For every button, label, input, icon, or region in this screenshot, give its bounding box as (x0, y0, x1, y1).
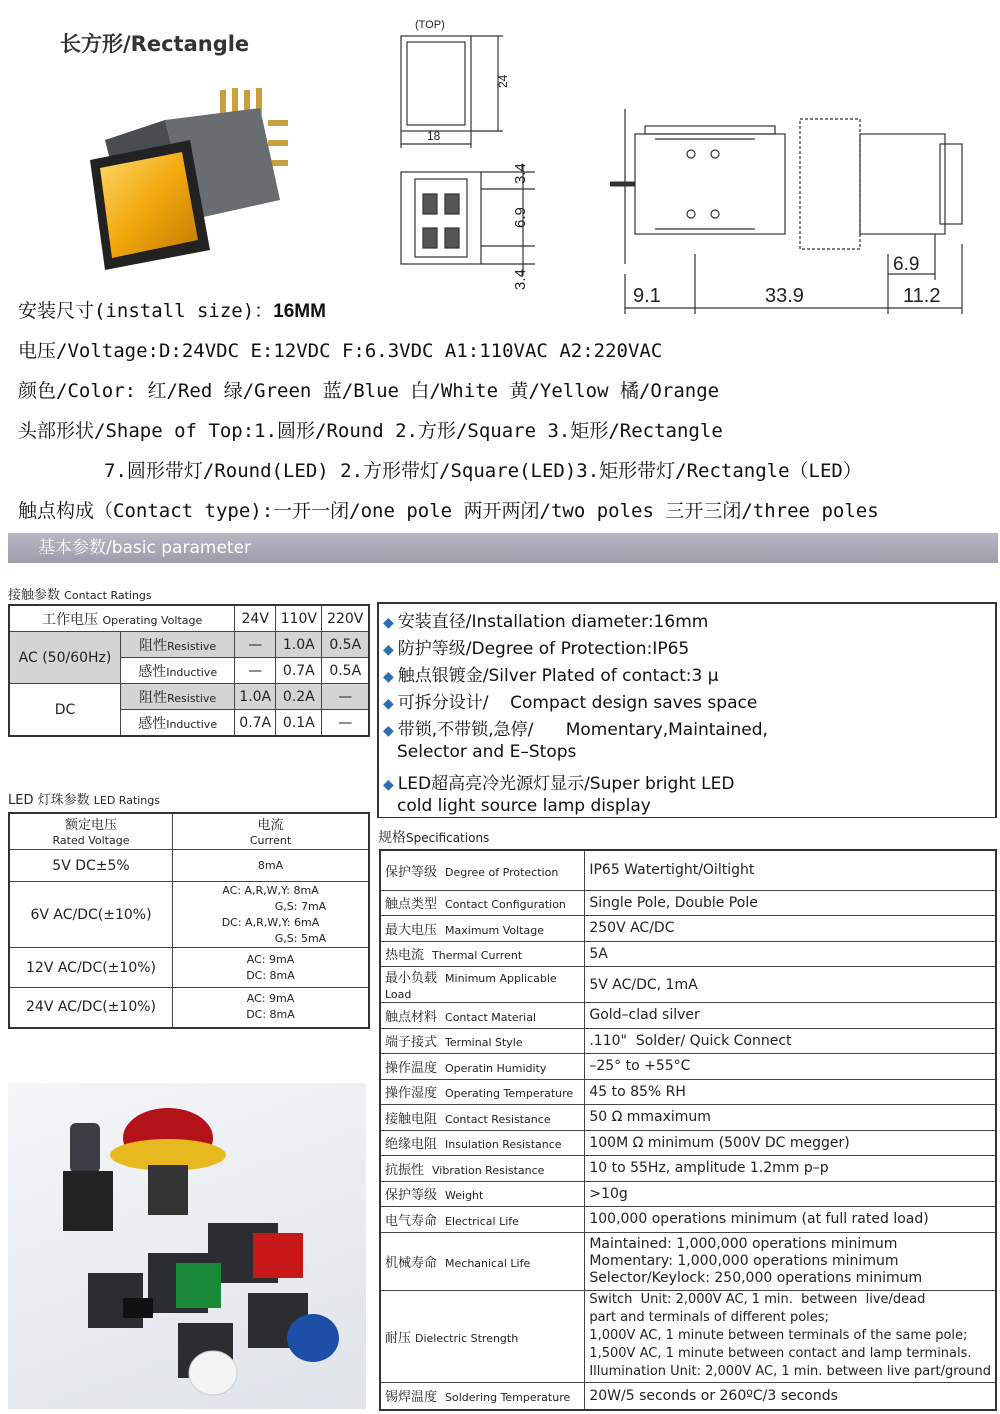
resistive-en: Resistive (167, 691, 217, 705)
table-row (380, 1028, 996, 1054)
table-row (380, 1054, 996, 1080)
table-row (9, 988, 369, 1028)
spec-cn: 操作温度 (385, 1060, 438, 1076)
spec-value: 1,500V AC, 1 minute between contact and lamp terminals. (589, 1346, 972, 1361)
cell: — (322, 710, 369, 737)
cell: DC: 8mA (246, 1008, 295, 1022)
color-line: 颜色/Color: 红/Red 绿/Green 蓝/Blue 白/White 黄/Yellow 橘/Orange (18, 380, 720, 402)
dim-11-2: 11.2 (903, 285, 941, 307)
led-ratings-heading-cn: LED 灯珠参数 (8, 793, 90, 808)
table-row (380, 1290, 996, 1382)
spec-en: Minimum Applicable Load (385, 972, 557, 1001)
cell: 1.0A (276, 632, 322, 658)
cell: AC: A,R,W,Y: 8mA (222, 883, 319, 897)
spec-cn: 抗振性 (385, 1162, 425, 1178)
cell: 8mA (173, 850, 370, 882)
table-row (380, 916, 996, 942)
table-row (380, 1207, 996, 1233)
spec-en: Weight (445, 1189, 484, 1203)
table-row (9, 882, 369, 948)
spec-cn: 耐压 (385, 1330, 412, 1346)
spec-en: Contact Material (445, 1010, 536, 1024)
spec-en: Maximum Voltage (445, 923, 544, 937)
cell: AC: 9mA (246, 952, 295, 966)
spec-value: 250V AC/DC (585, 916, 996, 942)
spec-en: Vibration Resistance (432, 1163, 545, 1177)
led-ratings-heading (8, 789, 160, 808)
spec-cn: 触点材料 (385, 1009, 438, 1025)
spec-en: Terminal Style (445, 1036, 523, 1050)
cell: 0.1A (276, 710, 322, 737)
dim-3-4-top: 3.4 (512, 163, 529, 184)
feature-compact: 可拆分设计/ Compact design saves space (397, 693, 758, 713)
spec-cn: 机械寿命 (385, 1255, 438, 1271)
bullet-icon: ◆ (383, 723, 394, 739)
spec-value: Single Pole, Double Pole (585, 890, 996, 916)
spec-cn: 热电流 (385, 948, 425, 964)
cell: 0.5A (322, 658, 369, 684)
dim-9-1: 9.1 (633, 285, 661, 307)
cell: 0.2A (276, 684, 322, 710)
spec-en: Degree of Protection (445, 865, 559, 879)
cell: — (235, 632, 276, 658)
resistive-cn: 阻性 (139, 637, 168, 654)
spec-en: Dielectric Strength (415, 1331, 519, 1345)
spec-value: Gold–clad silver (585, 1003, 996, 1029)
table-row (380, 1382, 996, 1410)
col-110v: 110V (276, 605, 322, 632)
bullet-icon: ◆ (383, 777, 394, 793)
spec-value: .110" Solder/ Quick Connect (585, 1028, 996, 1054)
table-row (380, 967, 996, 1003)
spec-en: Thermal Current (432, 949, 523, 963)
spec-value: –25° to +55°C (585, 1054, 996, 1080)
spec-cn: 最小负载 (385, 971, 438, 986)
basic-parameter-band (8, 533, 998, 563)
dc-label: DC (9, 684, 121, 737)
spec-value: 10 to 55Hz, amplitude 1.2mm p–p (585, 1156, 996, 1182)
led-ratings-table (8, 812, 370, 1029)
band-label: 基本参数/basic parameter (38, 538, 252, 558)
table-row (380, 1105, 996, 1131)
table-row (9, 605, 369, 632)
spec-value: Maintained: 1,000,000 operations minimum (589, 1235, 898, 1252)
install-size-line (18, 296, 326, 323)
bullet-icon: ◆ (383, 696, 394, 712)
cell: 5V DC±5% (9, 850, 173, 882)
table-row (380, 850, 996, 890)
spec-en: Contact Configuration (445, 898, 566, 912)
feature-diameter: 安装直径/Installation diameter:16mm (397, 612, 709, 632)
cell: DC: A,R,W,Y: 6mA (221, 915, 320, 929)
dimension-drawings (395, 14, 995, 314)
dim-6-9: 6.9 (512, 207, 529, 228)
contact-ratings-heading (8, 584, 152, 603)
spec-value: 100M Ω minimum (500V DC megger) (585, 1130, 996, 1156)
spec-value: 5A (585, 941, 996, 967)
spec-en: Contact Resistance (445, 1112, 551, 1126)
table-row (380, 890, 996, 916)
rated-voltage-en: Rated Voltage (52, 834, 130, 847)
bullet-icon: ◆ (383, 669, 394, 685)
spec-en: Mechanical Life (445, 1256, 531, 1270)
inductive-cn: 感性 (138, 715, 167, 732)
feature-led-cont: cold light source lamp display (397, 796, 651, 816)
spec-value: Momentary: 1,000,000 operations minimum (589, 1252, 899, 1269)
contact-ratings-heading-en: Contact Ratings (64, 589, 152, 602)
cell: DC: 8mA (246, 968, 295, 982)
cell: 0.5A (322, 632, 369, 658)
table-row (380, 1156, 996, 1182)
spec-heading-en: Specifications (406, 831, 490, 845)
feature-plating: 触点银镀金/Silver Plated of contact:3 μ (397, 666, 719, 686)
ac-label: AC (50/60Hz) (9, 632, 121, 684)
spec-value: 45 to 85% RH (585, 1079, 996, 1105)
bullet-icon: ◆ (383, 642, 394, 658)
col-220v: 220V (322, 605, 369, 632)
spec-value: 5V AC/DC, 1mA (585, 967, 996, 1003)
resistive-cn: 阻性 (139, 689, 168, 706)
table-row (380, 1130, 996, 1156)
resistive-en: Resistive (167, 639, 217, 653)
features-box (377, 602, 997, 818)
spec-value: Illumination Unit: 2,000V AC, 1 min. between live part/ground (589, 1364, 991, 1379)
cell: — (235, 658, 276, 684)
cell: AC: 9mA (246, 992, 295, 1006)
dim-18: 18 (427, 129, 441, 143)
spec-cn: 接触电阻 (385, 1111, 438, 1127)
col-24v: 24V (235, 605, 276, 632)
table-row (380, 1232, 996, 1290)
spec-value: 100,000 operations minimum (at full rated load) (585, 1207, 996, 1233)
spec-en: Insulation Resistance (445, 1138, 562, 1152)
led-ratings-heading-en: LED Ratings (93, 794, 160, 807)
contact-ratings-heading-cn: 接触参数 (8, 588, 61, 603)
rectangle-switch-photo (70, 80, 300, 280)
inductive-en: Inductive (166, 717, 218, 731)
table-row (9, 850, 369, 882)
inductive-en: Inductive (166, 665, 218, 679)
voltage-line: 电压/Voltage:D:24VDC E:12VDC F:6.3VDC A1:110VAC A2:220VAC (18, 340, 663, 362)
spec-cn: 保护等级 (385, 864, 438, 880)
cell: 0.7A (276, 658, 322, 684)
spec-cn: 电气寿命 (385, 1213, 438, 1229)
cell: 0.7A (235, 710, 276, 737)
spec-en: Operatin Humidity (445, 1061, 547, 1075)
spec-value: part and terminals of different poles; (589, 1310, 829, 1325)
table-row (9, 813, 369, 850)
spec-cn: 触点类型 (385, 897, 438, 913)
feature-led: LED超高亮冷光源灯显示/Super bright LED (397, 774, 735, 794)
cell: G,S: 7mA (274, 899, 327, 913)
dim-side-6-9: 6.9 (893, 254, 920, 275)
spec-en: Soldering Temperature (445, 1391, 571, 1405)
install-size-value: 16MM (273, 301, 326, 322)
current-cn: 电流 (257, 818, 284, 833)
spec-en: Operating Temperature (445, 1087, 574, 1101)
shape-line-2: 7.圆形带灯/Round(LED) 2.方形带灯/Square(LED)3.矩形带灯/Rectangle（LED） (104, 460, 862, 482)
spec-heading-cn: 规格 (378, 830, 406, 846)
cell: 1.0A (235, 684, 276, 710)
dim-33-9: 33.9 (765, 285, 804, 307)
top-label: (TOP) (415, 19, 445, 31)
table-row (9, 948, 369, 988)
spec-cn: 保护等级 (385, 1188, 438, 1204)
cell: — (322, 684, 369, 710)
bullet-icon: ◆ (383, 615, 394, 631)
spec-cn: 端子接式 (385, 1035, 438, 1051)
spec-value: Switch Unit: 2,000V AC, 1 min. between live/dead (589, 1292, 926, 1307)
spec-cn: 锡焊温度 (385, 1390, 438, 1406)
spec-value: 50 Ω mmaximum (585, 1105, 996, 1131)
table-row (380, 941, 996, 967)
cell: 24V AC/DC(±10%) (9, 988, 173, 1028)
spec-value: 1,000V AC, 1 minute between terminals of the same pole; (589, 1328, 968, 1343)
spec-table (379, 849, 997, 1411)
operating-voltage-en: Operating Voltage (102, 613, 203, 627)
operating-voltage-cn: 工作电压 (42, 611, 99, 628)
dim-3-4-bottom: 3.4 (512, 269, 529, 290)
spec-heading (378, 827, 489, 847)
table-row (380, 1079, 996, 1105)
install-size-label: 安装尺寸(install size)： (18, 300, 274, 322)
spec-cn: 绝缘电阻 (385, 1137, 438, 1153)
inductive-cn: 感性 (138, 663, 167, 680)
cell: G,S: 5mA (274, 931, 327, 945)
spec-value: Selector/Keylock: 250,000 operations minimum (589, 1269, 923, 1286)
spec-cn: 操作湿度 (385, 1086, 438, 1102)
table-row (380, 1181, 996, 1207)
contact-ratings-table (8, 604, 370, 737)
cell: 12V AC/DC(±10%) (9, 948, 173, 988)
spec-en: Electrical Life (445, 1214, 519, 1228)
table-row (9, 632, 369, 658)
spec-cn: 最大电压 (385, 922, 438, 938)
dim-24: 24 (496, 74, 510, 88)
current-en: Current (249, 834, 292, 847)
feature-types: 带锁,不带锁,急停/ Momentary,Maintained, (397, 720, 768, 740)
spec-value: >10g (585, 1181, 996, 1207)
cell: 6V AC/DC(±10%) (9, 882, 173, 948)
product-family-photo (8, 1083, 366, 1409)
table-row (9, 684, 369, 710)
feature-protection: 防护等级/Degree of Protection:IP65 (397, 639, 690, 659)
spec-value: 20W/5 seconds or 260ºC/3 seconds (585, 1382, 996, 1410)
rated-voltage-cn: 额定电压 (64, 818, 117, 833)
spec-value: IP65 Watertight/Oiltight (585, 850, 996, 890)
page-title: 长方形/Rectangle (60, 32, 250, 56)
feature-types-cont: Selector and E–Stops (397, 742, 577, 762)
shape-line-1: 头部形状/Shape of Top:1.圆形/Round 2.方形/Square 3.矩形/Rectangle (18, 420, 723, 442)
contact-type-line: 触点构成（Contact type):一开一闭/one pole 两开两闭/two poles 三开三闭/three poles (18, 500, 879, 522)
table-row (380, 1003, 996, 1029)
